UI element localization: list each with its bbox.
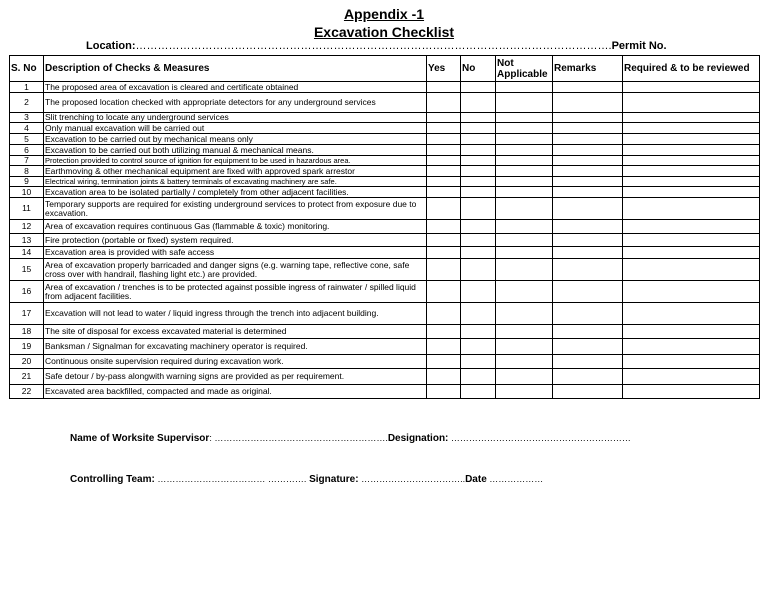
row-description: Area of excavation requires continuous Gas (flammable & toxic) monitoring.: [44, 220, 427, 234]
table-row: [10, 145, 760, 156]
row-description: Excavation area to be isolated partially / completely from other adjacent facilities.: [44, 187, 427, 198]
not-applicable-cell[interactable]: [496, 247, 553, 259]
required-cell[interactable]: [623, 93, 760, 113]
table-row: [10, 134, 760, 145]
header-no: No: [461, 56, 496, 82]
row-description: Earthmoving & other mechanical equipment are fixed with approved spark arrestor: [44, 166, 427, 177]
checklist-title: Excavation Checklist: [313, 24, 455, 40]
header-remarks: Remarks: [553, 56, 623, 82]
row-description: Temporary supports are required for existing underground services to protect from exposure due to excavation.: [44, 198, 427, 220]
no-cell[interactable]: [461, 177, 496, 187]
not-applicable-cell[interactable]: [496, 187, 553, 198]
remarks-cell[interactable]: [553, 93, 623, 113]
row-number: 22: [10, 385, 44, 399]
required-cell[interactable]: [623, 134, 760, 145]
no-cell[interactable]: [461, 234, 496, 247]
required-cell[interactable]: [623, 247, 760, 259]
date-label: Date: [465, 474, 487, 485]
designation-label: Designation:: [387, 433, 449, 444]
required-cell[interactable]: [623, 198, 760, 220]
no-cell[interactable]: [461, 123, 496, 134]
row-number: 12: [10, 220, 44, 234]
not-applicable-cell[interactable]: [496, 259, 553, 281]
header-sno: S. No: [10, 56, 44, 82]
no-cell[interactable]: [461, 113, 496, 123]
remarks-cell[interactable]: [553, 134, 623, 145]
row-description: Area of excavation / trenches is to be protected against possible ingress of rainwater / spilled liquid from adjacent facilities.: [44, 281, 427, 303]
row-description: Safe detour / by-pass alongwith warning signs are provided as per requirement.: [44, 369, 427, 385]
table-row: [10, 303, 760, 325]
required-cell[interactable]: [623, 303, 760, 325]
not-applicable-cell[interactable]: [496, 303, 553, 325]
required-cell[interactable]: [623, 187, 760, 198]
supervisor-dots: : ………………………………………………….: [209, 433, 388, 443]
remarks-cell[interactable]: [553, 234, 623, 247]
yes-cell[interactable]: [427, 82, 461, 93]
controlling-team-label: Controlling Team:: [70, 474, 155, 485]
row-description: Excavated area backfilled, compacted and made as original.: [44, 385, 427, 399]
table-header-row: [10, 56, 760, 82]
no-cell[interactable]: [461, 93, 496, 113]
remarks-cell[interactable]: [553, 303, 623, 325]
row-description: Electrical wiring, termination joints & battery terminals of excavating machinery are safe.: [44, 177, 427, 187]
not-applicable-cell[interactable]: [496, 220, 553, 234]
no-cell[interactable]: [461, 156, 496, 166]
table-row: [10, 234, 760, 247]
yes-cell[interactable]: [427, 339, 461, 355]
row-description: Fire protection (portable or fixed) system required.: [44, 234, 427, 247]
row-number: 11: [10, 198, 44, 220]
no-cell[interactable]: [461, 369, 496, 385]
remarks-cell[interactable]: [553, 198, 623, 220]
remarks-cell[interactable]: [553, 281, 623, 303]
table-row: [10, 325, 760, 339]
no-cell[interactable]: [461, 339, 496, 355]
yes-cell[interactable]: [427, 325, 461, 339]
row-description: The proposed location checked with appropriate detectors for any underground services: [44, 93, 427, 113]
row-description: Area of excavation properly barricaded and danger signs (e.g. warning tape, reflective cone, safe cross over with handrail, flashing light etc.) are provided.: [44, 259, 427, 281]
remarks-cell[interactable]: [553, 385, 623, 399]
no-cell[interactable]: [461, 247, 496, 259]
required-cell[interactable]: [623, 259, 760, 281]
supervisor-label: Name of Worksite Supervisor: [70, 433, 210, 444]
table-row: [10, 339, 760, 355]
row-number: 21: [10, 369, 44, 385]
table-row: [10, 187, 760, 198]
location-label: Location:: [86, 40, 136, 52]
yes-cell[interactable]: [427, 113, 461, 123]
yes-cell[interactable]: [427, 187, 461, 198]
no-cell[interactable]: [461, 259, 496, 281]
remarks-cell[interactable]: [553, 113, 623, 123]
yes-cell[interactable]: [427, 259, 461, 281]
no-cell[interactable]: [461, 187, 496, 198]
required-cell[interactable]: [623, 123, 760, 134]
required-cell[interactable]: [623, 325, 760, 339]
signature-dots: ……………………………..: [358, 474, 466, 484]
remarks-cell[interactable]: [553, 187, 623, 198]
remarks-cell[interactable]: [553, 339, 623, 355]
remarks-cell[interactable]: [553, 145, 623, 156]
supervisor-row: [70, 433, 631, 444]
controlling-team-row: [70, 474, 543, 485]
not-applicable-cell[interactable]: [496, 177, 553, 187]
row-description: Excavation area is provided with safe access: [44, 247, 427, 259]
row-description: Slit trenching to locate any underground services: [44, 113, 427, 123]
table-row: [10, 198, 760, 220]
row-description: The site of disposal for excess excavated material is determined: [44, 325, 427, 339]
row-number: 16: [10, 281, 44, 303]
yes-cell[interactable]: [427, 220, 461, 234]
required-cell[interactable]: [623, 355, 760, 369]
no-cell[interactable]: [461, 166, 496, 177]
required-cell[interactable]: [623, 82, 760, 93]
yes-cell[interactable]: [427, 123, 461, 134]
row-number: 14: [10, 247, 44, 259]
table-row: [10, 220, 760, 234]
row-number: 18: [10, 325, 44, 339]
required-cell[interactable]: [623, 166, 760, 177]
no-cell[interactable]: [461, 355, 496, 369]
row-number: 5: [10, 134, 44, 145]
row-number: 9: [10, 177, 44, 187]
yes-cell[interactable]: [427, 156, 461, 166]
signature-label: Signature:: [306, 474, 359, 485]
row-number: 17: [10, 303, 44, 325]
required-cell[interactable]: [623, 156, 760, 166]
not-applicable-cell[interactable]: [496, 134, 553, 145]
yes-cell[interactable]: [427, 177, 461, 187]
no-cell[interactable]: [461, 82, 496, 93]
table-row: [10, 156, 760, 166]
no-cell[interactable]: [461, 303, 496, 325]
row-description: Protection provided to control source of ignition for equipment to be used in hazardous area.: [44, 156, 427, 166]
remarks-cell[interactable]: [553, 177, 623, 187]
no-cell[interactable]: [461, 220, 496, 234]
row-description: Continuous onsite supervision required during excavation work.: [44, 355, 427, 369]
yes-cell[interactable]: [427, 355, 461, 369]
table-row: [10, 259, 760, 281]
yes-cell[interactable]: [427, 93, 461, 113]
required-cell[interactable]: [623, 369, 760, 385]
not-applicable-cell[interactable]: [496, 234, 553, 247]
remarks-cell[interactable]: [553, 156, 623, 166]
row-description: The proposed area of excavation is cleared and certificate obtained: [44, 82, 427, 93]
remarks-cell[interactable]: [553, 259, 623, 281]
row-number: 3: [10, 113, 44, 123]
designation-dots: ……………………………………………………: [448, 433, 631, 443]
header-description: Description of Checks & Measures: [44, 56, 427, 82]
yes-cell[interactable]: [427, 281, 461, 303]
no-cell[interactable]: [461, 198, 496, 220]
no-cell[interactable]: [461, 325, 496, 339]
required-cell[interactable]: [623, 234, 760, 247]
row-description: Only manual excavation will be carried out: [44, 123, 427, 134]
not-applicable-cell[interactable]: [496, 369, 553, 385]
required-cell[interactable]: [623, 385, 760, 399]
yes-cell[interactable]: [427, 198, 461, 220]
yes-cell[interactable]: [427, 369, 461, 385]
not-applicable-cell[interactable]: [496, 123, 553, 134]
row-description: Excavation to be carried out by mechanical means only: [44, 134, 427, 145]
not-applicable-cell[interactable]: [496, 281, 553, 303]
remarks-cell[interactable]: [553, 220, 623, 234]
remarks-cell[interactable]: [553, 166, 623, 177]
yes-cell[interactable]: [427, 145, 461, 156]
header-yes: Yes: [427, 56, 461, 82]
appendix-heading: Appendix -1: [343, 6, 425, 22]
table-row: [10, 123, 760, 134]
not-applicable-cell[interactable]: [496, 325, 553, 339]
table-row: [10, 177, 760, 187]
not-applicable-cell[interactable]: [496, 355, 553, 369]
required-cell[interactable]: [623, 220, 760, 234]
yes-cell[interactable]: [427, 234, 461, 247]
no-cell[interactable]: [461, 385, 496, 399]
table-row: [10, 166, 760, 177]
row-number: 7: [10, 156, 44, 166]
table-row: [10, 247, 760, 259]
row-number: 10: [10, 187, 44, 198]
not-applicable-cell[interactable]: [496, 166, 553, 177]
yes-cell[interactable]: [427, 134, 461, 145]
yes-cell[interactable]: [427, 385, 461, 399]
not-applicable-cell[interactable]: [496, 385, 553, 399]
header-required: Required & to be reviewed: [623, 56, 760, 82]
row-number: 6: [10, 145, 44, 156]
no-cell[interactable]: [461, 145, 496, 156]
remarks-cell[interactable]: [553, 325, 623, 339]
location-dots: ………………………………………………………………………………………………………………….: [135, 40, 612, 52]
required-cell[interactable]: [623, 339, 760, 355]
not-applicable-cell[interactable]: [496, 93, 553, 113]
not-applicable-cell[interactable]: [496, 113, 553, 123]
location-row: [86, 40, 667, 52]
required-cell[interactable]: [623, 145, 760, 156]
not-applicable-cell[interactable]: [496, 198, 553, 220]
required-cell[interactable]: [623, 281, 760, 303]
not-applicable-cell[interactable]: [496, 145, 553, 156]
table-row: [10, 82, 760, 93]
checklist-table: [9, 55, 760, 399]
row-number: 19: [10, 339, 44, 355]
no-cell[interactable]: [461, 281, 496, 303]
remarks-cell[interactable]: [553, 369, 623, 385]
row-description: Excavation to be carried out both utilizing manual & mechanical means.: [44, 145, 427, 156]
remarks-cell[interactable]: [553, 123, 623, 134]
header-not-applicable: Not Applicable: [496, 56, 553, 82]
controlling-team-dots: ……………………………… ………….: [154, 474, 307, 484]
not-applicable-cell[interactable]: [496, 156, 553, 166]
required-cell[interactable]: [623, 113, 760, 123]
not-applicable-cell[interactable]: [496, 82, 553, 93]
date-dots: ………………: [486, 474, 544, 484]
table-row: [10, 385, 760, 399]
row-number: 2: [10, 93, 44, 113]
row-number: 1: [10, 82, 44, 93]
row-number: 13: [10, 234, 44, 247]
table-row: [10, 93, 760, 113]
remarks-cell[interactable]: [553, 355, 623, 369]
table-row: [10, 281, 760, 303]
required-cell[interactable]: [623, 177, 760, 187]
remarks-cell[interactable]: [553, 247, 623, 259]
table-row: [10, 369, 760, 385]
row-description: Banksman / Signalman for excavating machinery operator is required.: [44, 339, 427, 355]
permit-label: Permit No.: [611, 40, 667, 52]
row-number: 4: [10, 123, 44, 134]
row-number: 15: [10, 259, 44, 281]
yes-cell[interactable]: [427, 303, 461, 325]
row-description: Excavation will not lead to water / liquid ingress through the trench into adjacent building.: [44, 303, 427, 325]
row-number: 8: [10, 166, 44, 177]
no-cell[interactable]: [461, 134, 496, 145]
table-row: [10, 113, 760, 123]
table-row: [10, 355, 760, 369]
yes-cell[interactable]: [427, 166, 461, 177]
not-applicable-cell[interactable]: [496, 339, 553, 355]
yes-cell[interactable]: [427, 247, 461, 259]
row-number: 20: [10, 355, 44, 369]
remarks-cell[interactable]: [553, 82, 623, 93]
